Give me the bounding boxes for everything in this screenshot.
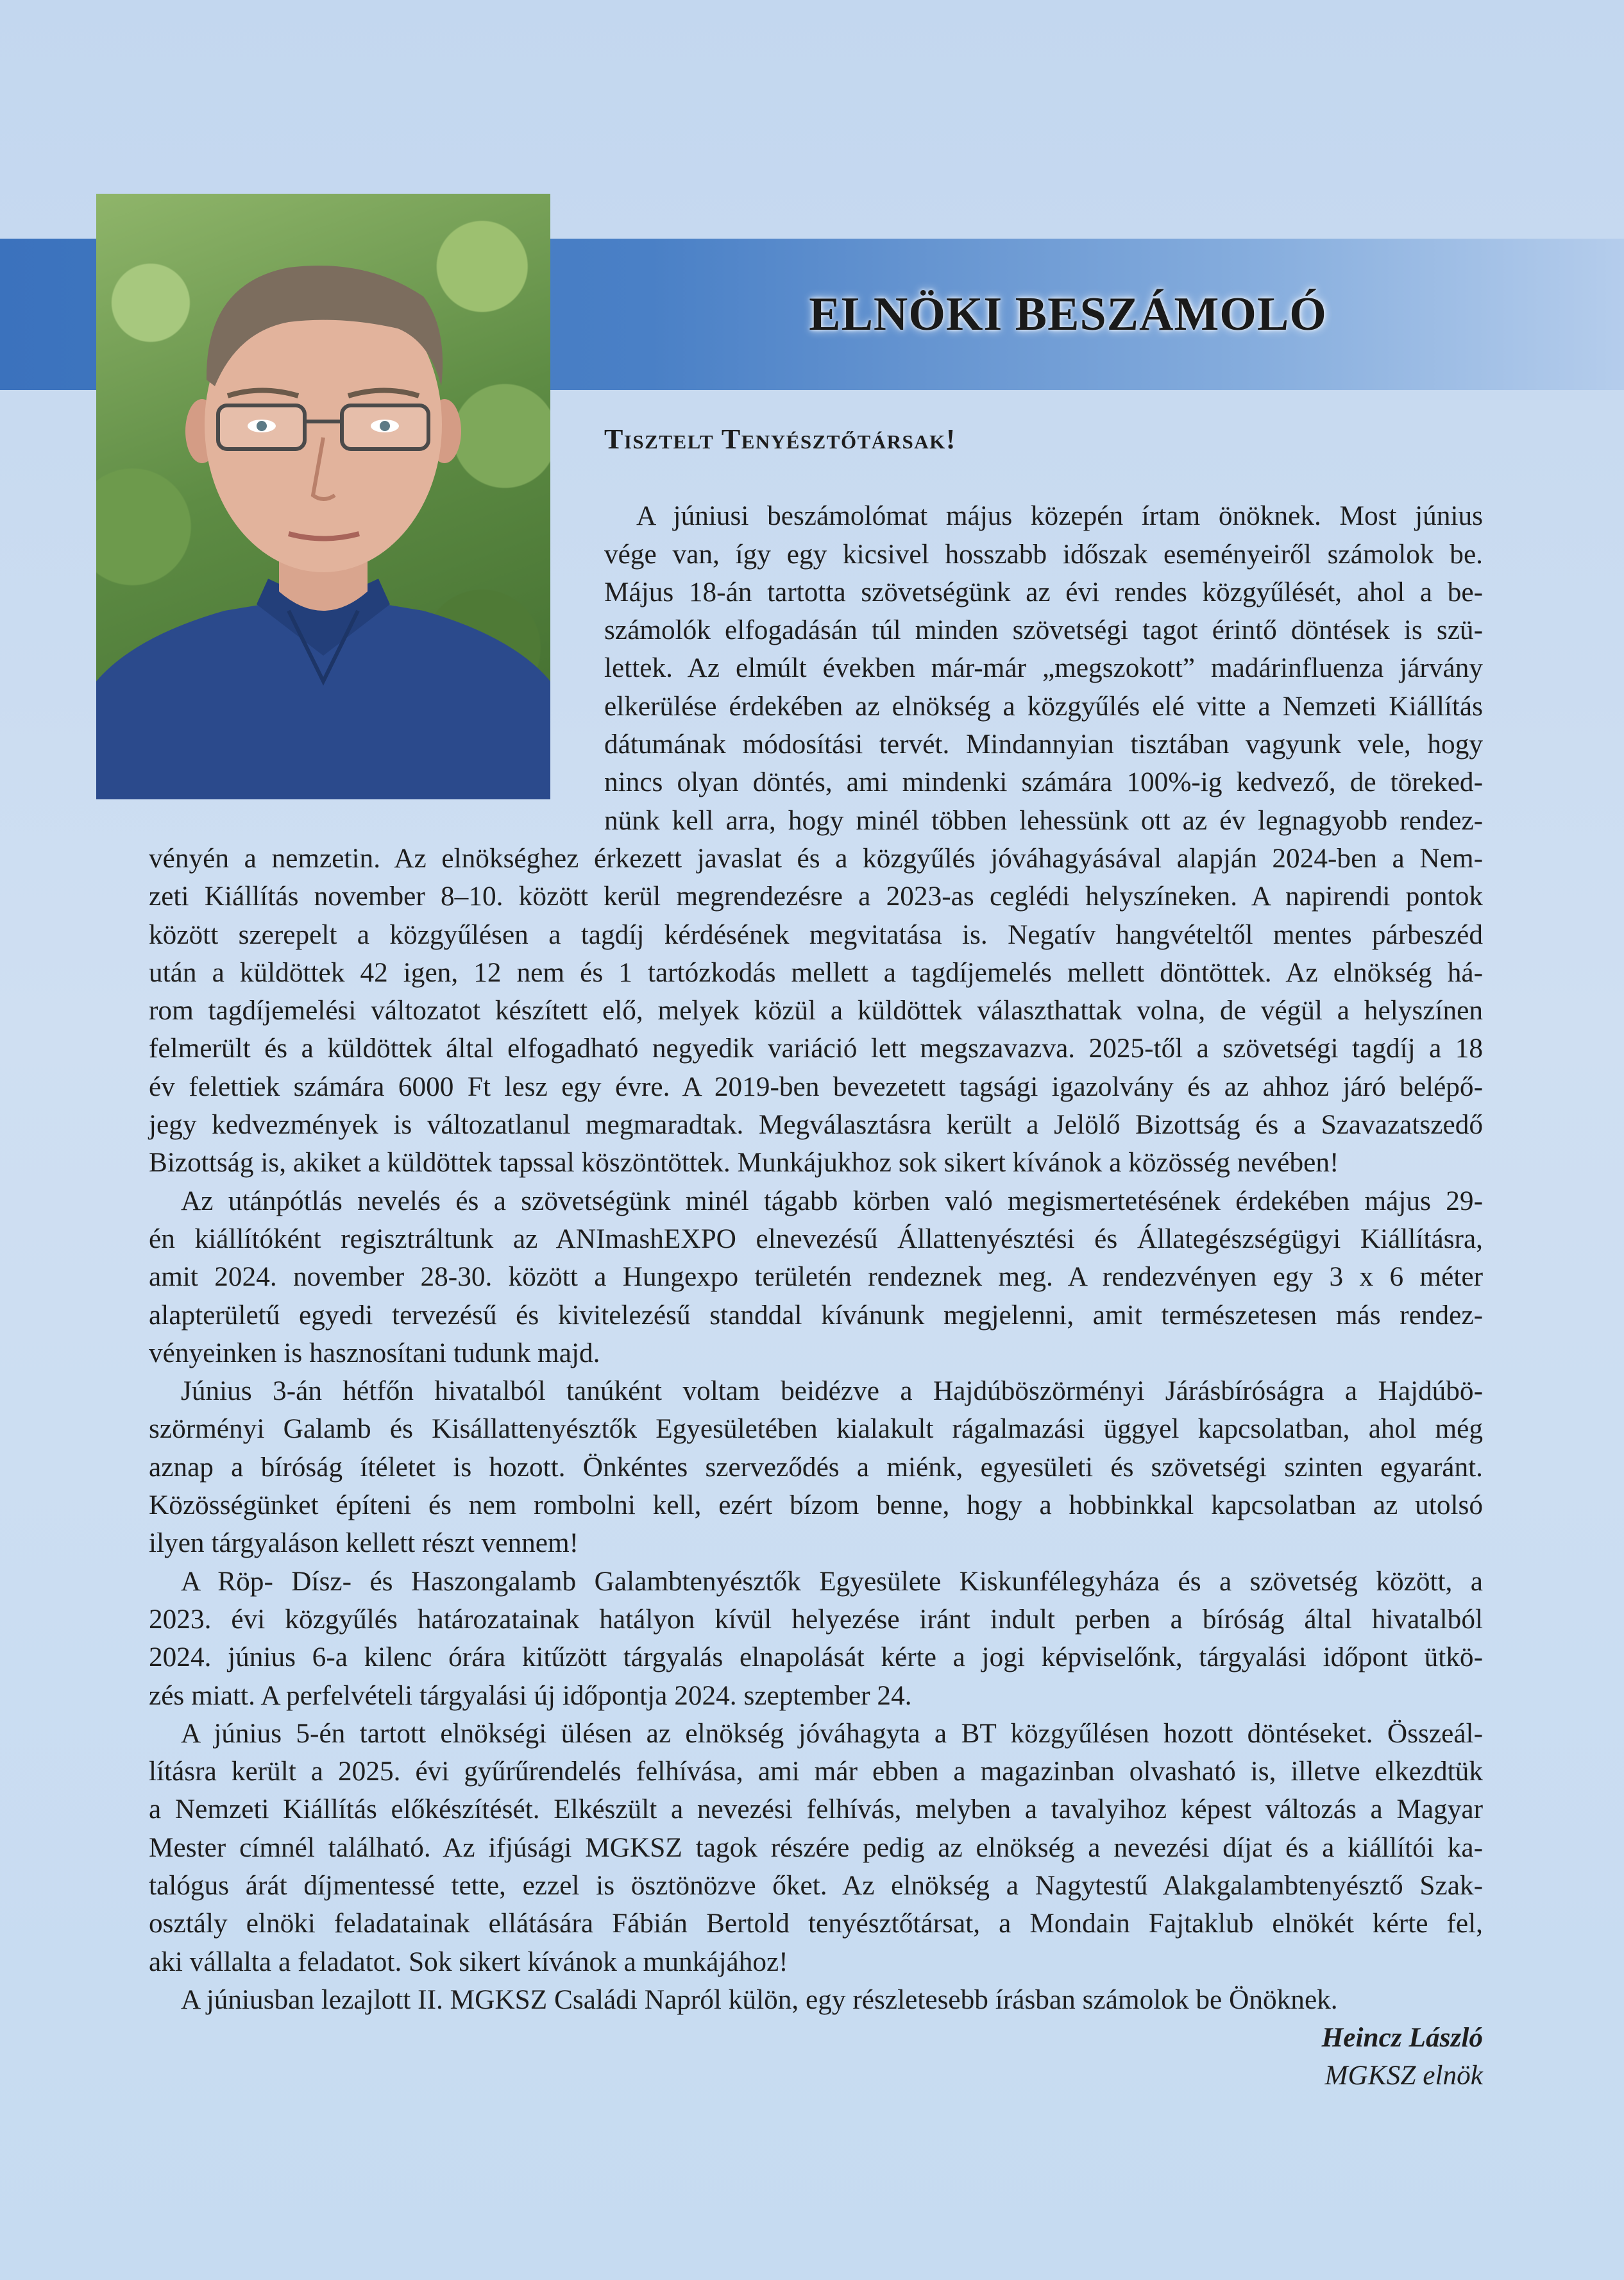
text-line: jegy kedvezmények is változatlanul megmaradtak. Megválasztásra került a Jelölő Bizottság és a Szavazatszedő (149, 1109, 1483, 1141)
text-line: Június 3-án hétfőn hivatalból tanúként voltam beidézve a Hajdúböszörményi Járásbíróságra a Hajdúbö- (181, 1375, 1483, 1407)
text-line: lettek. Az elmúlt években már-már „megszokott” madárinfluenza járvány (604, 652, 1483, 684)
text-line: szörményi Galamb és Kisállattenyésztők Egyesületében kialakult rágalmazási üggyel kapcsolatban, ahol még (149, 1413, 1483, 1445)
text-line: rom tagdíjemelési változatot készített elő, melyek közül a küldöttek választhattak volna, de végül a helyszínen (149, 995, 1483, 1026)
paragraph-6 (149, 1981, 1483, 2019)
salutation: Tisztelt Tenyésztőtársak! (604, 423, 956, 455)
signature-name: Heincz László (1321, 2022, 1483, 2054)
article-body (149, 420, 1483, 2095)
page-title: ELNÖKI BESZÁMOLÓ (809, 287, 1327, 341)
text-line: osztály elnöki feladatainak ellátására Fábián Bertold tenyésztőtársat, a Mondain Fajtaklub elnökét kérte fel, (149, 1908, 1483, 1939)
text-line: Mester címnél található. Az ifjúsági MGKSZ tagok részére pedig az elnökség a nevezési díjat és a kiállítói ka- (149, 1832, 1483, 1863)
text-line: alapterületű egyedi tervezésű és kivitelezésű standdal kívánunk megjelenni, amit természetesen más rendez- (149, 1299, 1483, 1331)
text-line: után a küldöttek 42 igen, 12 nem és 1 tartózkodás mellett a tagdíjemelés mellett döntöttek. Az elnökség há- (149, 957, 1483, 988)
text-line: zés miatt. A perfelvételi tárgyalási új időpontja 2024. szeptember 24. (149, 1680, 912, 1711)
text-line: Közösségünket építeni és nem rombolni kell, ezért bízom benne, hogy a hobbinkkal kapcsolatban az utolsó (149, 1490, 1483, 1521)
text-line: Bizottság is, akiket a küldöttek tapssal köszöntöttek. Munkájukhoz sok sikert kívánok a közösség nevében! (149, 1147, 1339, 1178)
paragraph-4 (149, 1563, 1483, 1715)
text-line: között szerepelt a közgyűlésen a tagdíj kérdésének megvitatása is. Negatív hangvételtől mentes párbeszéd (149, 919, 1483, 950)
paragraph-2 (149, 1182, 1483, 1372)
text-line: számolók elfogadásán túl minden szövetségi tagot érintő döntések is szü- (604, 615, 1483, 646)
text-line: vényeinken is hasznosítani tudunk majd. (149, 1337, 600, 1368)
text-line: 2024. június 6-a kilenc órára kitűzött tárgyalás elnapolását kérte a jogi képviselőnk, tárgyalási időpont ütkö- (149, 1642, 1483, 1673)
text-line: Az utánpótlás nevelés és a szövetségünk minél tágabb körben való megismertetésének érdekében május 29- (181, 1185, 1483, 1216)
text-line: a Nemzeti Kiállítás előkészítését. Elkészült a nevezési felhívás, melyben a tavalyihoz képest változás a Magyar (149, 1794, 1483, 1825)
text-line: nincs olyan döntés, ami mindenki számára 100%-ig kedvező, de töreked- (604, 767, 1483, 798)
text-line: nünk kell arra, hogy minél többen lehessünk ott az év legnagyobb rendez- (604, 804, 1483, 836)
text-line: 2023. évi közgyűlés határozatainak hatályon kívül helyezése iránt indult perben a bíróság által hivatalból (149, 1603, 1483, 1635)
paragraph-5 (149, 1715, 1483, 1981)
text-line: A júniusban lezajlott II. MGKSZ Családi Napról külön, egy részletesebb írásban számolok be Önöknek. (181, 1984, 1338, 2015)
text-line: elkerülése érdekében az elnökség a közgyűlés elé vitte a Nemzeti Kiállítás (604, 690, 1483, 722)
paragraph-3 (149, 1372, 1483, 1562)
text-line: talógus árát díjmentessé tette, ezzel is ösztönözve őket. Az elnökség a Nagytestű Alakgalambtenyésztő Szak- (149, 1869, 1483, 1901)
text-line: én kiállítóként regisztráltunk az ANImashEXPO elnevezésű Állattenyésztési és Állategészségügyi Kiállításra, (149, 1223, 1483, 1254)
signature-role: MGKSZ elnök (1324, 2060, 1483, 2091)
text-line: lításra került a 2025. évi gyűrűrendelés felhívása, ami már ebben a magazinban olvasható is, illetve elkezdtük (149, 1756, 1483, 1787)
title-area (550, 239, 1624, 390)
text-line: aznap a bíróság ítéletet is hozott. Önkéntes szerveződés a miénk, egyesületi és szövetségi szinten egyaránt. (149, 1451, 1483, 1483)
text-line: vége van, így egy kicsivel hosszabb időszak eseményeiről számolok be. (604, 538, 1483, 570)
text-line: dátumának módosítási tervét. Mindannyian tisztában vagyunk vele, hogy (604, 729, 1483, 760)
text-line: ilyen tárgyaláson kellett részt vennem! (149, 1527, 579, 1559)
text-line: Május 18-án tartotta szövetségünk az évi rendes közgyűlését, ahol a be- (604, 576, 1483, 608)
text-line: A júniusi beszámolómat május közepén írtam önöknek. Most június (636, 500, 1483, 532)
text-line: A június 5-én tartott elnökségi ülésen az elnökség jóváhagyta a BT közgyűlésen hozott döntéseket. Összeál- (181, 1717, 1483, 1749)
text-line: A Röp- Dísz- és Haszongalamb Galambtenyésztők Egyesülete Kiskunfélegyháza és a szövetség között, a (181, 1565, 1483, 1597)
text-line: aki vállalta a feladatot. Sok sikert kívánok a munkájához! (149, 1946, 788, 1977)
text-line: amit 2024. november 28-30. között a Hungexpo területén rendeznek meg. A rendezvényen egy 3 x 6 méter (149, 1261, 1483, 1293)
text-line: felmerült és a küldöttek által elfogadható negyedik variáció lett megszavazva. 2025-től a szövetségi tagdíj a 18 (149, 1033, 1483, 1064)
text-line: zeti Kiállítás november 8–10. között kerül megrendezésre a 2023-as ceglédi helyszíneken. A napirendi pontok (149, 881, 1483, 912)
text-line: év felettiek számára 6000 Ft lesz egy évre. A 2019-ben bevezetett tagsági igazolvány és az ahhoz járó belépő- (149, 1071, 1483, 1102)
paragraph-1 (149, 497, 1483, 1182)
text-line: vényén a nemzetin. Az elnökséghez érkezett javaslat és a közgyűlés jóváhagyásával alapján 2024-ben a Nem- (149, 842, 1483, 874)
